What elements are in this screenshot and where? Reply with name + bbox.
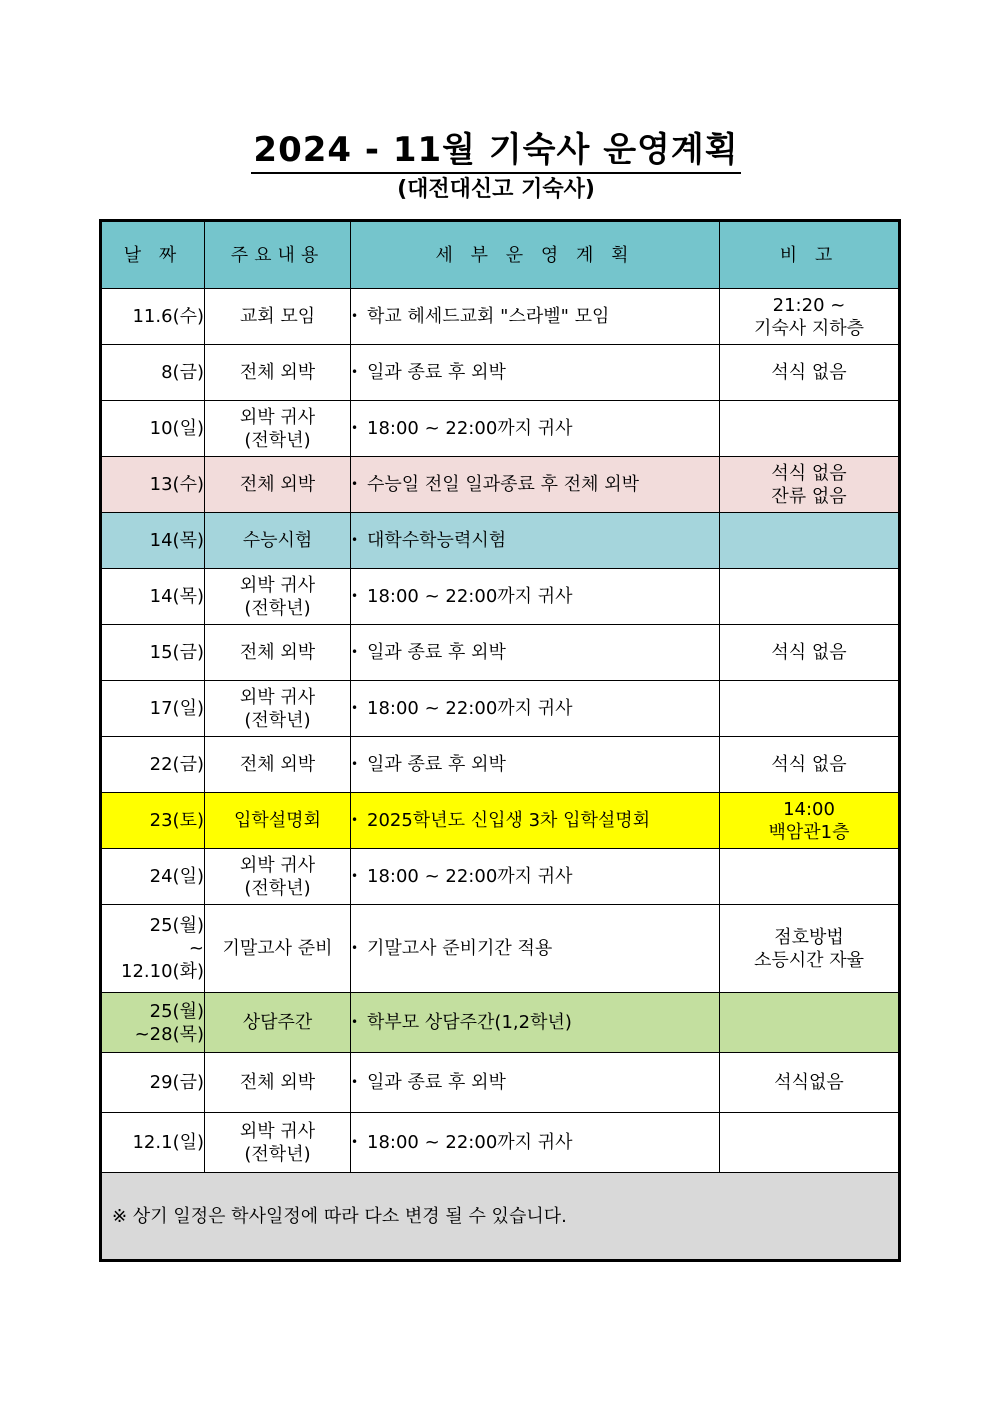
cell-detail-text: 18:00 ~ 22:00까지 귀사	[367, 865, 573, 887]
schedule-row	[101, 993, 900, 1053]
cell-detail	[351, 625, 720, 681]
cell-detail	[351, 457, 720, 513]
cell-note	[720, 569, 900, 625]
cell-date: 12.1(일)	[101, 1113, 205, 1173]
bullet-icon: •	[351, 533, 359, 548]
cell-note: 석식 없음	[720, 737, 900, 793]
schedule-row	[101, 513, 900, 569]
schedule-row	[101, 681, 900, 737]
bullet-icon: •	[351, 421, 359, 436]
cell-note: 점호방법 소등시간 자율	[720, 905, 900, 993]
bullet-icon: •	[351, 813, 359, 828]
cell-main: 외박 귀사 (전학년)	[205, 1113, 351, 1173]
cell-detail-text: 18:00 ~ 22:00까지 귀사	[367, 585, 573, 607]
cell-detail-text: 일과 종료 후 외박	[367, 1071, 506, 1093]
cell-date: 23(토)	[101, 793, 205, 849]
schedule-row	[101, 457, 900, 513]
cell-detail	[351, 569, 720, 625]
cell-note: 석식 없음	[720, 345, 900, 401]
cell-main: 전체 외박	[205, 1053, 351, 1113]
cell-date: 10(일)	[101, 401, 205, 457]
cell-date: 13(수)	[101, 457, 205, 513]
bullet-icon: •	[351, 1075, 359, 1090]
cell-main: 외박 귀사 (전학년)	[205, 681, 351, 737]
cell-main: 전체 외박	[205, 625, 351, 681]
header-detail: 세 부 운 영 계 획	[351, 221, 720, 289]
cell-detail-text: 일과 종료 후 외박	[367, 753, 506, 775]
cell-note	[720, 401, 900, 457]
cell-main: 외박 귀사 (전학년)	[205, 569, 351, 625]
schedule-row	[101, 401, 900, 457]
cell-date: 24(일)	[101, 849, 205, 905]
cell-detail	[351, 1113, 720, 1173]
page-title: 2024 - 11월 기숙사 운영계획	[0, 122, 992, 171]
cell-detail	[351, 993, 720, 1053]
cell-date: 14(목)	[101, 569, 205, 625]
bullet-icon: •	[351, 1135, 359, 1150]
cell-note: 석식 없음	[720, 625, 900, 681]
schedule-row	[101, 905, 900, 993]
bullet-icon: •	[351, 309, 359, 324]
header-date: 날 짜	[101, 221, 205, 289]
cell-date: 15(금)	[101, 625, 205, 681]
bullet-icon: •	[351, 701, 359, 716]
cell-date: 25(월) ~28(목)	[101, 993, 205, 1053]
header-main: 주요내용	[205, 221, 351, 289]
cell-note	[720, 1113, 900, 1173]
cell-note: 14:00 백암관1층	[720, 793, 900, 849]
cell-date: 11.6(수)	[101, 289, 205, 345]
cell-date: 8(금)	[101, 345, 205, 401]
cell-main: 수능시험	[205, 513, 351, 569]
cell-main: 입학설명회	[205, 793, 351, 849]
schedule-row	[101, 569, 900, 625]
bullet-icon: •	[351, 477, 359, 492]
cell-detail-text: 수능일 전일 일과종료 후 전체 외박	[367, 473, 640, 495]
cell-detail	[351, 1053, 720, 1113]
cell-note: 21:20 ~ 기숙사 지하층	[720, 289, 900, 345]
cell-main: 전체 외박	[205, 457, 351, 513]
cell-detail	[351, 793, 720, 849]
cell-detail-text: 기말고사 준비기간 적용	[367, 937, 553, 959]
schedule-row	[101, 625, 900, 681]
cell-detail-text: 일과 종료 후 외박	[367, 641, 506, 663]
cell-detail	[351, 905, 720, 993]
cell-main: 외박 귀사 (전학년)	[205, 401, 351, 457]
cell-note	[720, 513, 900, 569]
footer-note: ※ 상기 일정은 학사일정에 따라 다소 변경 될 수 있습니다.	[101, 1173, 900, 1261]
cell-date: 17(일)	[101, 681, 205, 737]
cell-detail-text: 2025학년도 신입생 3차 입학설명회	[367, 809, 651, 831]
cell-detail	[351, 849, 720, 905]
footer-row	[101, 1173, 900, 1261]
header-note: 비 고	[720, 221, 900, 289]
cell-note	[720, 849, 900, 905]
schedule-rows	[101, 289, 900, 1173]
cell-detail	[351, 681, 720, 737]
cell-main: 상담주간	[205, 993, 351, 1053]
schedule-row	[101, 737, 900, 793]
bullet-icon: •	[351, 757, 359, 772]
schedule-row	[101, 849, 900, 905]
cell-detail-text: 대학수학능력시험	[367, 529, 507, 551]
cell-note: 석식 없음 잔류 없음	[720, 457, 900, 513]
cell-note	[720, 993, 900, 1053]
cell-detail	[351, 289, 720, 345]
bullet-icon: •	[351, 941, 359, 956]
bullet-icon: •	[351, 1015, 359, 1030]
cell-main: 외박 귀사 (전학년)	[205, 849, 351, 905]
cell-detail	[351, 513, 720, 569]
page-subtitle: (대전대신고 기숙사)	[397, 177, 595, 202]
cell-detail-text: 학부모 상담주간(1,2학년)	[367, 1011, 572, 1033]
schedule-row	[101, 345, 900, 401]
cell-date: 14(목)	[101, 513, 205, 569]
schedule-row	[101, 1053, 900, 1113]
schedule-table	[99, 219, 901, 1262]
cell-detail-text: 학교 헤세드교회 "스라벨" 모임	[367, 305, 610, 327]
schedule-row	[101, 793, 900, 849]
cell-note	[720, 681, 900, 737]
cell-date: 22(금)	[101, 737, 205, 793]
cell-main: 전체 외박	[205, 737, 351, 793]
bullet-icon: •	[351, 365, 359, 380]
schedule-row	[101, 289, 900, 345]
bullet-icon: •	[351, 869, 359, 884]
cell-detail-text: 18:00 ~ 22:00까지 귀사	[367, 417, 573, 439]
cell-detail	[351, 737, 720, 793]
cell-detail	[351, 345, 720, 401]
bullet-icon: •	[351, 645, 359, 660]
cell-date: 29(금)	[101, 1053, 205, 1113]
cell-note: 석식없음	[720, 1053, 900, 1113]
cell-detail-text: 18:00 ~ 22:00까지 귀사	[367, 1131, 573, 1153]
cell-date: 25(월) ~ 12.10(화)	[101, 905, 205, 993]
header-row	[101, 221, 900, 289]
cell-main: 교회 모임	[205, 289, 351, 345]
cell-detail	[351, 401, 720, 457]
schedule-row	[101, 1113, 900, 1173]
cell-main: 전체 외박	[205, 345, 351, 401]
cell-main: 기말고사 준비	[205, 905, 351, 993]
cell-detail-text: 일과 종료 후 외박	[367, 361, 506, 383]
cell-detail-text: 18:00 ~ 22:00까지 귀사	[367, 697, 573, 719]
bullet-icon: •	[351, 589, 359, 604]
